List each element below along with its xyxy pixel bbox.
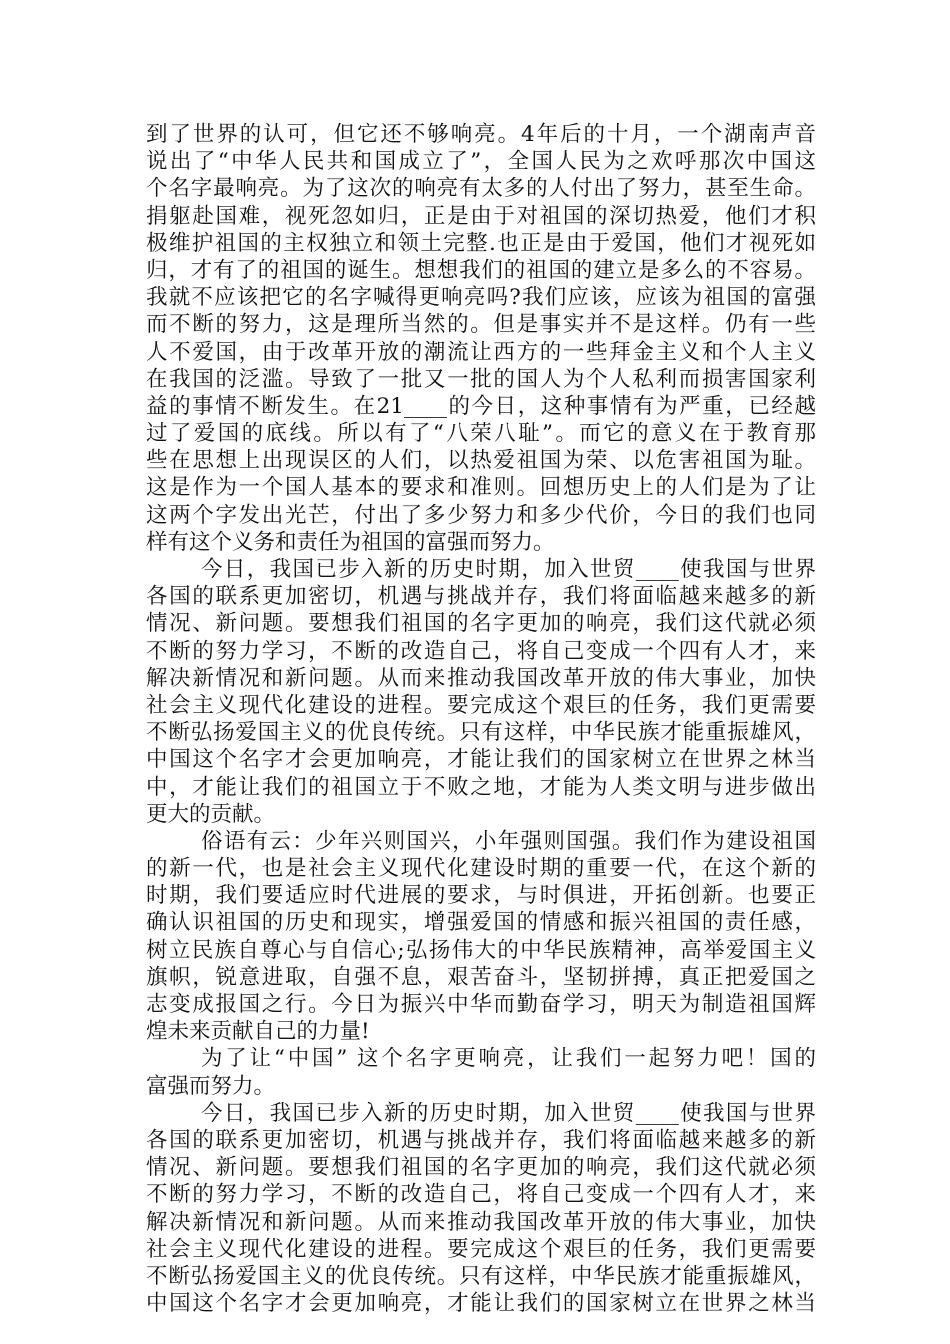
paragraph — [146, 1045, 816, 1099]
paragraph — [146, 556, 816, 828]
text-line: 确认识祖国的历史和现实，增强爱国的情感和振兴祖国的责任感， — [146, 910, 816, 936]
text-line: 情况、新问题。要想我们祖国的名字更加的响亮，我们这代就必须 — [146, 611, 816, 637]
text-line: 时期，我们要适应时代进展的要求，与时俱进，开拓创新。也要正 — [146, 883, 816, 909]
text-line: 益的事情不断发生。在21____的今日，这种事情有为严重，已经越 — [146, 393, 816, 419]
text-line: 极维护祖国的主权独立和领土完整.也正是由于爱国，他们才视死如 — [146, 230, 816, 256]
text-line: 今日，我国已步入新的历史时期，加入世贸____使我国与世界 — [201, 557, 816, 582]
text-line: 到了世界的认可，但它还不够响亮。4年后的十月，一个湖南声音 — [146, 122, 816, 147]
text-line: 这是作为一个国人基本的要求和准则。回想历史上的人们是为了让 — [146, 475, 816, 501]
text-line: 不断弘扬爱国主义的优良传统。只有这样，中华民族才能重振雄风， — [146, 1263, 816, 1289]
text-line: 人不爱国，由于改革开放的潮流让西方的一些拜金主义和个人主义 — [146, 339, 816, 365]
text-line: 我就不应该把它的名字喊得更响亮吗?我们应该，应该为祖国的富强 — [146, 285, 816, 311]
text-line: 捐躯赴国难，视死忽如归，正是由于对祖国的深切热爱，他们才积 — [146, 203, 816, 229]
text-line: 旗帜，锐意进取，自强不息，艰苦奋斗，坚韧拼搏，真正把爱国之 — [146, 964, 816, 990]
text-line: 中国这个名字才会更加响亮，才能让我们的国家树立在世界之林当 — [146, 1291, 816, 1317]
text-line: 情况、新问题。要想我们祖国的名字更加的响亮，我们这代就必须 — [146, 1155, 816, 1181]
text-line: 在我国的泛滥。导致了一批又一批的国人为个人私利而损害国家利 — [146, 366, 816, 392]
document-body — [146, 121, 816, 1317]
text-line: 志变成报国之行。今日为振兴中华而勤奋学习，明天为制造祖国辉 — [146, 992, 816, 1017]
text-line: 解决新情况和新问题。从而来推动我国改革开放的伟大事业，加快 — [146, 1209, 816, 1235]
text-line: 的新一代，也是社会主义现代化建设时期的重要一代，在这个新的 — [146, 856, 816, 882]
paragraph — [146, 121, 816, 556]
text-line: 不断弘扬爱国主义的优良传统。只有这样，中华民族才能重振雄风， — [146, 720, 816, 746]
text-line: 各国的联系更加密切，机遇与挑战并存，我们将面临越来越多的新 — [146, 584, 816, 610]
text-line: 不断的努力学习，不断的改造自己，将自己变成一个四有人才，来 — [146, 638, 816, 664]
text-line: 过了爱国的底线。所以有了“八荣八耻”。而它的意义在于教育那 — [146, 421, 816, 447]
text-line: 社会主义现代化建设的进程。要完成这个艰巨的任务，我们更需要 — [146, 692, 816, 718]
paragraph — [146, 828, 816, 1046]
text-line: 俗语有云：少年兴则国兴，小年强则国强。我们作为建设祖国 — [201, 828, 816, 854]
text-line: 些在思想上出现误区的人们，以热爱祖国为荣、以危害祖国为耻。 — [146, 448, 816, 474]
text-line: 富强而努力。 — [146, 1073, 276, 1099]
text-line: 各国的联系更加密切，机遇与挑战并存，我们将面临越来越多的新 — [146, 1127, 816, 1153]
text-line: 这两个字发出光芒，付出了多少努力和多少代价，今日的我们也同 — [146, 502, 816, 528]
text-line: 归，才有了的祖国的诞生。想想我们的祖国的建立是多么的不容易。 — [146, 257, 816, 283]
text-line: 为了让“中国” 这个名字更响亮，让我们一起努力吧！国的 — [201, 1046, 816, 1072]
text-line: 而不断的努力，这是理所当然的。但是事实并不是这样。仍有一些 — [146, 312, 816, 338]
text-line: 样有这个义务和责任为祖国的富强而努力。 — [146, 529, 555, 555]
text-line: 中，才能让我们的祖国立于不败之地，才能为人类文明与进步做出 — [146, 774, 816, 800]
text-line: 树立民族自尊心与自信心;弘扬伟大的中华民族精神，高举爱国主义 — [146, 937, 816, 963]
text-line: 个名字最响亮。为了这次的响亮有太多的人付出了努力，甚至生命。 — [146, 176, 816, 202]
text-line: 解决新情况和新问题。从而来推动我国改革开放的伟大事业，加快 — [146, 665, 816, 691]
text-line: 今日，我国已步入新的历史时期，加入世贸____使我国与世界 — [201, 1100, 816, 1126]
text-line: 社会主义现代化建设的进程。要完成这个艰巨的任务，我们更需要 — [146, 1236, 816, 1262]
text-line: 不断的努力学习，不断的改造自己，将自己变成一个四有人才，来 — [146, 1182, 816, 1208]
text-line: 更大的贡献。 — [146, 801, 276, 827]
text-line: 说出了“中华人民共和国成立了”，全国人民为之欢呼那次中国这 — [146, 149, 816, 175]
text-line: 中国这个名字才会更加响亮，才能让我们的国家树立在世界之林当 — [146, 747, 816, 773]
paragraph — [146, 1100, 816, 1318]
text-line: 煌未来贡献自己的力量! — [146, 1019, 370, 1045]
